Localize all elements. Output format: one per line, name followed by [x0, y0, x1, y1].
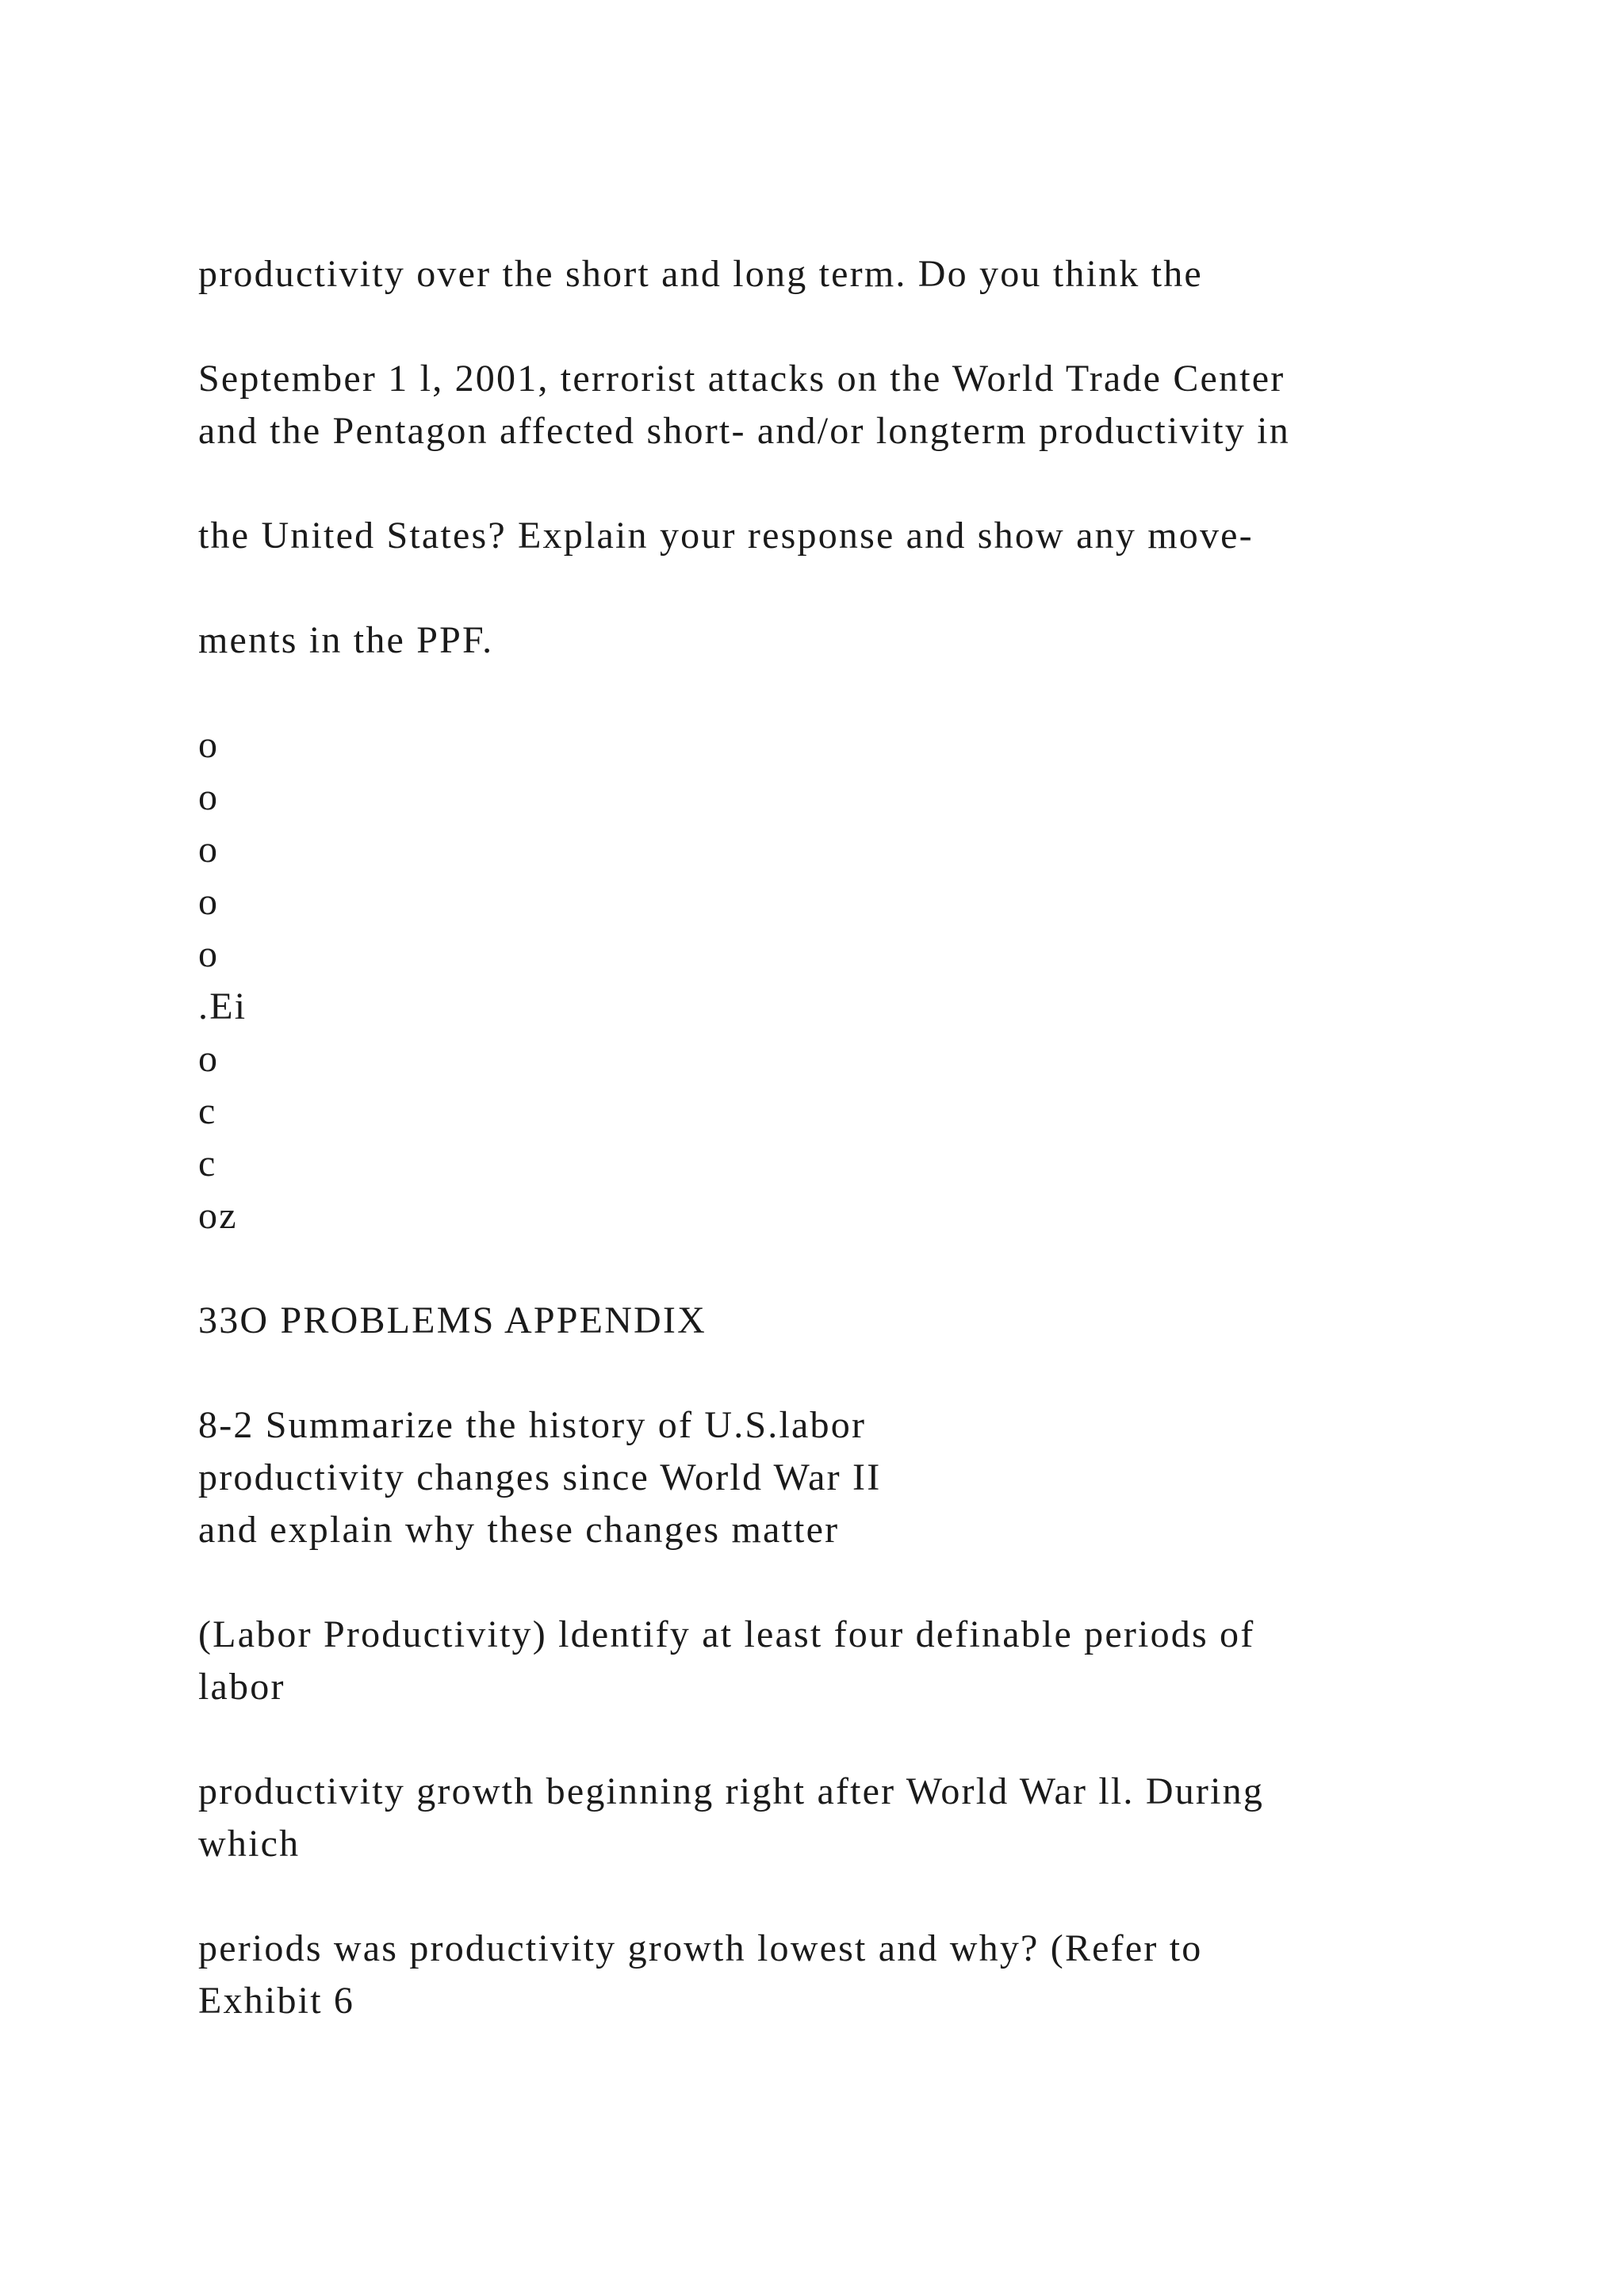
text-line: o: [198, 776, 220, 818]
text-line: the United States? Explain your response and show any move-: [198, 515, 1254, 557]
text-line: periods was productivity growth lowest and why? (Refer to: [198, 1927, 1203, 1969]
text-line: oz: [198, 1195, 238, 1237]
text-line: productivity changes since World War II: [198, 1456, 882, 1498]
text-line: Exhibit 6: [198, 1980, 355, 2022]
text-line: (Labor Productivity) ldentify at least four definable periods of: [198, 1613, 1255, 1655]
text-line: ments in the PPF.: [198, 619, 494, 661]
text-line: labor: [198, 1666, 285, 1708]
text-line: and the Pentagon affected short- and/or longterm productivity in: [198, 410, 1290, 452]
text-line: o: [198, 1038, 220, 1080]
text-line: c: [198, 1090, 217, 1132]
text-line: productivity over the short and long term. Do you think the: [198, 253, 1203, 295]
text-line: September 1 l, 2001, terrorist attacks on the World Trade Center: [198, 358, 1285, 400]
text-line: and explain why these changes matter: [198, 1509, 840, 1551]
text-line: o: [198, 933, 220, 975]
section-heading: 33O PROBLEMS APPENDIX: [198, 1299, 707, 1341]
text-line: o: [198, 881, 220, 923]
text-line: c: [198, 1142, 217, 1184]
text-line: o: [198, 724, 220, 766]
text-line: o: [198, 828, 220, 871]
text-line: productivity growth beginning right after World War ll. During: [198, 1770, 1265, 1812]
text-line: 8-2 Summarize the history of U.S.labor: [198, 1404, 867, 1446]
text-line: which: [198, 1823, 301, 1865]
text-line: .Ei: [198, 985, 247, 1027]
